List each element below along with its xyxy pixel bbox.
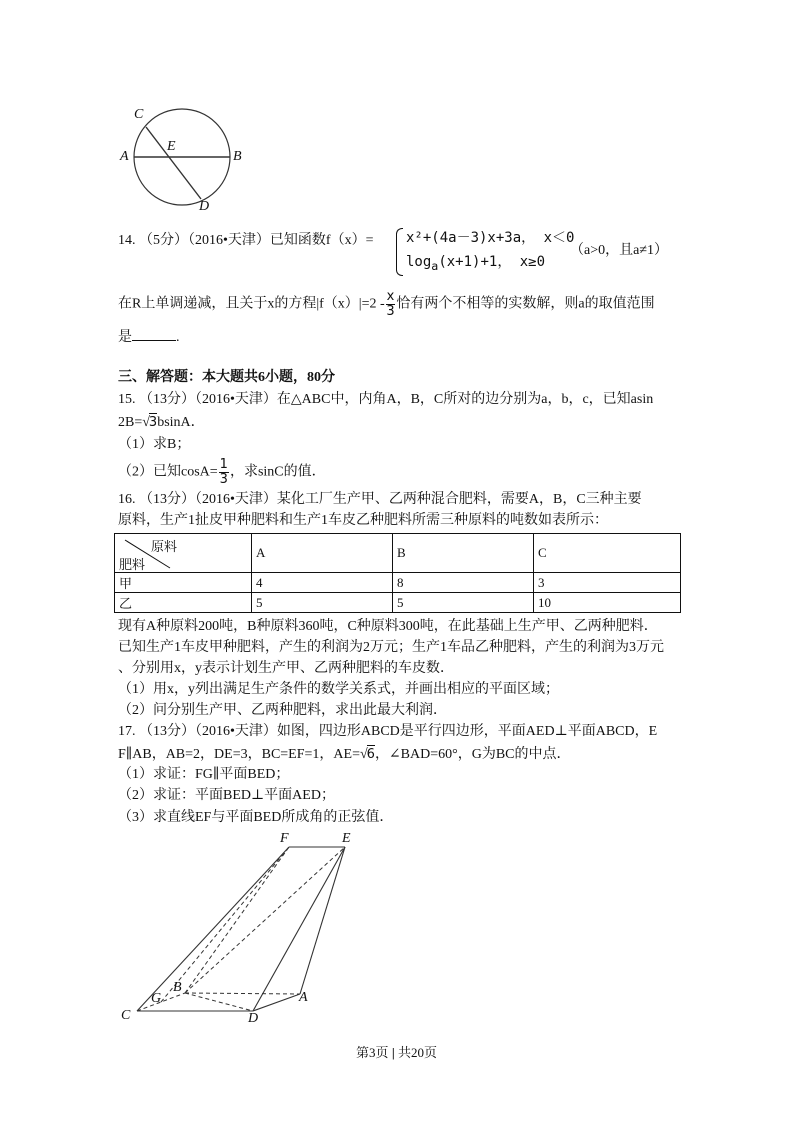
table-cell: 10 xyxy=(534,593,681,613)
q16-part2: （2）问分别生产甲、乙两种肥料，求出此最大利润． xyxy=(118,703,447,718)
footer-separator: | xyxy=(391,1045,395,1060)
q16-part1: （1）用x，y列出满足生产条件的数学关系式，并画出相应的平面区域； xyxy=(118,682,559,697)
q15-part2-b: ，求sinC的值． xyxy=(229,464,326,480)
frac-den: 3 xyxy=(386,304,395,319)
table-cell: 4 xyxy=(252,573,393,593)
sqrt-3: 3 xyxy=(148,415,158,430)
q16-line1: 16. （13分）（2016•天津）某化工厂生产甲、乙两种混合肥料，需要A，B，C三种主要 xyxy=(118,492,642,507)
q14-line3-end: . xyxy=(176,330,180,345)
total-pages: 共20页 xyxy=(397,1045,437,1060)
label-d: D xyxy=(199,199,210,214)
q14-line2-a: 在R上单调递减，且关于x的方程|f（x）|=2 - xyxy=(118,296,385,312)
corner-top-label: 原料 xyxy=(151,539,178,554)
q17-part2: （2）求证：平面BED⊥平面AED； xyxy=(118,788,335,803)
q16-after-2: 已知生产1车皮甲种肥料，产生的利润为2万元；生产1车品乙种肥料，产生的利润为3万元 xyxy=(118,640,664,655)
q15-line2-a: 2B=√ xyxy=(118,415,150,430)
q17-part3: （3）求直线EF与平面BED所成角的正弦值． xyxy=(118,810,394,825)
q15-part2-a: （2）已知cosA= xyxy=(118,464,218,480)
q17-line2-a: F∥AB，AB=2，DE=3，BC=EF=1，AE=√ xyxy=(118,747,368,762)
table-header-cell: B xyxy=(393,534,534,573)
table-cell: 5 xyxy=(252,593,393,613)
table-header-cell: C xyxy=(534,534,681,573)
section-heading: 三、解答题：本大题共6小题，80分 xyxy=(118,370,335,385)
frac-num: x xyxy=(386,289,395,304)
label-a: A xyxy=(299,990,308,1005)
q15-line1: 15. （13分）（2016•天津）在△ABC中，内角A，B，C所对的边分别为a，b，c，已知asin xyxy=(118,392,654,407)
table-cell: 乙 xyxy=(115,593,252,613)
label-d: D xyxy=(248,1011,259,1026)
label-e: E xyxy=(342,831,351,846)
table-cell: 5 xyxy=(393,593,534,613)
label-b: B xyxy=(173,980,182,995)
table-cell: 甲 xyxy=(115,573,252,593)
q15-part1: （1）求B； xyxy=(118,437,191,452)
table-cell: 8 xyxy=(393,573,534,593)
label-e: E xyxy=(167,139,176,154)
piecewise-case-1: x²+(4a－3)x+3a， x＜0 xyxy=(406,230,575,246)
label-c: C xyxy=(134,107,144,122)
corner-bottom-label: 肥料 xyxy=(119,557,146,572)
label-c: C xyxy=(121,1008,131,1023)
q14-prefix: 14. （5分）（2016•天津）已知函数f（x）= xyxy=(118,233,374,248)
q14-line3-text: 是 xyxy=(118,330,132,345)
label-b: B xyxy=(233,149,242,164)
frac-num: 1 xyxy=(219,457,228,472)
label-g: G xyxy=(151,991,162,1006)
q16-after-1: 现有A种原料200吨，B种原料360吨，C种原料300吨，在此基础上生产甲、乙两种肥料． xyxy=(118,619,658,634)
page-number: 第3页 xyxy=(356,1045,389,1060)
q17-line2-b: ，∠BAD=60°，G为BC的中点． xyxy=(374,747,571,762)
log-base: a xyxy=(431,258,439,273)
table-cell: 3 xyxy=(534,573,681,593)
frac-den: 3 xyxy=(219,472,228,487)
sqrt-6: 6 xyxy=(366,747,375,762)
q17-line1: 17. （13分）（2016•天津）如图，四边形ABCD是平行四边形，平面AED⊥平面ABCD，E xyxy=(118,724,658,739)
q14-condition: （a>0，且a≠1） xyxy=(570,243,669,258)
label-f: F xyxy=(280,831,289,846)
q16-after-3: 、分别用x，y表示计划生产甲、乙两种肥料的车皮数． xyxy=(118,661,454,676)
label-a: A xyxy=(120,149,129,164)
q15-line2-b: bsinA． xyxy=(157,415,205,430)
page-footer xyxy=(0,1042,793,1061)
table-header-cell: A xyxy=(252,534,393,573)
log-text: log xyxy=(406,254,432,270)
q17-part1: （1）求证：FG∥平面BED； xyxy=(118,767,290,782)
q14-line2-b: 恰有两个不相等的实数解，则a的取值范围 xyxy=(396,296,655,312)
log-rest: (x+1)+1， x≥0 xyxy=(438,254,546,270)
q16-line2: 原料，生产1扯皮甲种肥料和生产1车皮乙种肥料所需三种原料的吨数如表所示： xyxy=(118,513,608,528)
